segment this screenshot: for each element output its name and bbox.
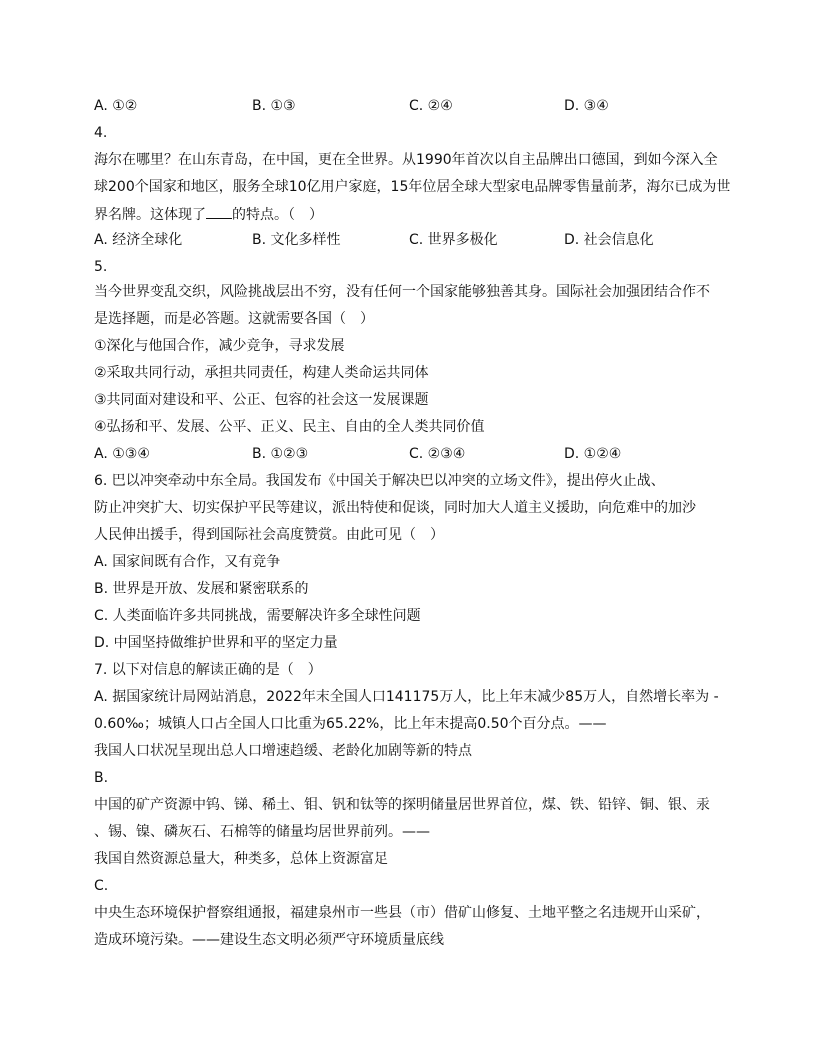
q7-option-c-line: 中央生态环境保护督察组通报，福建泉州市一些县（市）借矿山修复、土地平整之名违规开山采矿， [94, 905, 710, 921]
q4-text-line [94, 204, 323, 225]
q5-statement-2: ②采取共同行动，承担共同责任，构建人类命运共同体 [94, 365, 429, 381]
q5-number: 5. [94, 259, 108, 275]
q7-text-line: 7. 以下对信息的解读正确的是（ ） [94, 662, 322, 678]
q7-option-c-line: 造成环境污染。——建设生态文明必须严守环境质量底线 [94, 932, 444, 948]
q5-statement-3: ③共同面对建设和平、公正、包容的社会这一发展课题 [94, 392, 429, 408]
q7-option-b-label: B. [94, 770, 109, 786]
q3-option-a: A. ①② [94, 98, 138, 114]
q6-text-line: 人民伸出援手，得到国际社会高度赞赏。由此可见（ ） [94, 527, 444, 543]
q3-option-d: D. ③④ [564, 98, 609, 114]
q6-option-a: A. 国家间既有合作，又有竞争 [94, 554, 281, 570]
q7-option-b-line: 、锡、镍、磷灰石、石棉等的储量均居世界前列。—— [94, 824, 430, 840]
q5-statement-4: ④弘扬和平、发展、公平、正义、民主、自由的全人类共同价值 [94, 419, 485, 435]
q5-text-line: 当今世界变乱交织，风险挑战层出不穷，没有任何一个国家能够独善其身。国际社会加强团结合作不 [94, 284, 710, 300]
fill-blank [206, 204, 232, 219]
q3-option-b: B. ①③ [252, 98, 296, 114]
q7-option-b-line: 我国自然资源总量大，种类多，总体上资源富足 [94, 851, 388, 867]
q6-text-line: 防止冲突扩大、切实保护平民等建议，派出特使和促谈，同时加大人道主义援助，向危难中的加沙 [94, 500, 696, 516]
q5-option-a: A. ①③④ [94, 446, 150, 462]
q4-text-part: 界名牌。这体现了 [94, 207, 206, 223]
q6-option-d: D. 中国坚持做维护世界和平的坚定力量 [94, 635, 338, 651]
q4-text-part: 的特点。（ ） [232, 207, 323, 223]
q4-number: 4. [94, 125, 108, 141]
q4-text-line: 海尔在哪里？在山东青岛，在中国，更在全世界。从1990年首次以自主品牌出口德国，到如今深入全 [94, 152, 718, 168]
q4-option-d: D. 社会信息化 [564, 232, 654, 248]
q7-option-a-line: 0.60‰；城镇人口占全国人口比重为65.22%，比上年末提高0.50个百分点。—— [94, 716, 607, 732]
q7-option-a-line: 我国人口状况呈现出总人口增速趋缓、老龄化加剧等新的特点 [94, 743, 472, 759]
q5-text-line: 是选择题，而是必答题。这就需要各国（ ） [94, 311, 374, 327]
q5-option-c: C. ②③④ [409, 446, 466, 462]
q4-option-b: B. 文化多样性 [252, 232, 341, 248]
q5-option-d: D. ①②④ [564, 446, 622, 462]
q6-option-c: C. 人类面临许多共同挑战，需要解决许多全球性问题 [94, 608, 421, 624]
q5-statement-1: ①深化与他国合作，减少竞争，寻求发展 [94, 338, 345, 354]
q7-option-b-line: 中国的矿产资源中钨、锑、稀土、钼、钒和钛等的探明储量居世界首位，煤、铁、铅锌、铜、银、汞 [94, 797, 710, 813]
q6-text-line: 6. 巴以冲突牵动中东全局。我国发布《中国关于解决巴以冲突的立场文件》，提出停火止战、 [94, 473, 665, 489]
q4-text-line: 球200个国家和地区，服务全球10亿用户家庭，15年位居全球大型家电品牌零售量前茅，海尔已成为世 [94, 179, 731, 195]
q6-option-b: B. 世界是开放、发展和紧密联系的 [94, 581, 309, 597]
q7-option-a-line: A. 据国家统计局网站消息，2022年末全国人口141175万人，比上年末减少85万人，自然增长率为 - [94, 689, 719, 705]
q7-option-c-label: C. [94, 878, 109, 894]
q5-option-b: B. ①②③ [252, 446, 309, 462]
q4-option-a: A. 经济全球化 [94, 232, 183, 248]
q3-option-c: C. ②④ [409, 98, 453, 114]
q4-option-c: C. 世界多极化 [409, 232, 498, 248]
